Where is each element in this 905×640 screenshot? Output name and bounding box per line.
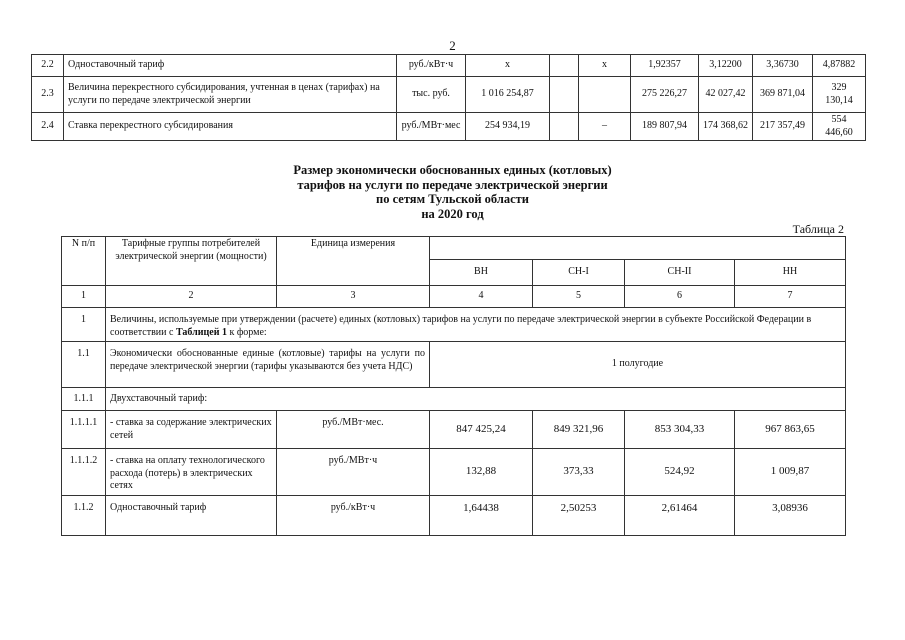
tariff-table bbox=[61, 236, 846, 536]
value-nn: 967 863,65 bbox=[735, 411, 846, 449]
row-name: Одноставочный тариф bbox=[106, 496, 277, 536]
value-cell: 275 226,27 bbox=[631, 77, 699, 113]
value-cell: 189 807,94 bbox=[631, 113, 699, 141]
header-groups: Тарифные группы потребителей электрической энергии (мощности) bbox=[106, 237, 277, 286]
row-unit: руб./кВт·ч bbox=[277, 496, 430, 536]
row-number: 2.2 bbox=[32, 55, 64, 77]
value-cell bbox=[550, 77, 579, 113]
period-cell: 1 полугодие bbox=[430, 342, 846, 388]
value-cell: 1 016 254,87 bbox=[466, 77, 550, 113]
value-sn1: 2,50253 bbox=[533, 496, 625, 536]
row-name: Величина перекрестного субсидирования, учтенная в ценах (тарифах) на услуги по передаче электрической энергии bbox=[64, 77, 397, 113]
value-cell: 369 871,04 bbox=[753, 77, 813, 113]
table-row bbox=[32, 77, 866, 113]
section-text: Величины, используемые при утверждении (расчете) единых (котловых) тарифов на услуги по передаче электрической энергии в субъекте Российской Федерации в соответствии с bbox=[110, 314, 812, 338]
row-name: - ставка на оплату технологического расхода (потерь) в электрических сетях bbox=[106, 449, 277, 496]
title-line: на 2020 год bbox=[421, 206, 484, 221]
value-sn1: 849 321,96 bbox=[533, 411, 625, 449]
header-sn2: СН-II bbox=[625, 260, 735, 286]
page-number: 2 bbox=[449, 38, 456, 53]
row-number: 2.3 bbox=[32, 77, 64, 113]
title-line: по сетям Тульской области bbox=[376, 192, 529, 206]
column-number: 7 bbox=[735, 286, 846, 308]
row-unit: руб./МВт·мес. bbox=[277, 411, 430, 449]
table-label: Таблица 2 bbox=[792, 222, 844, 236]
header-unit: Единица измерения bbox=[277, 237, 430, 286]
title-line: Размер экономически обоснованных единых (котловых) bbox=[293, 163, 612, 177]
row-number: 1.1.1.2 bbox=[62, 449, 106, 496]
row-number: 1.1.1 bbox=[62, 388, 106, 411]
row-number: 1.1.1.1 bbox=[62, 411, 106, 449]
value-cell: 554 446,60 bbox=[813, 113, 866, 141]
row-name: Экономически обоснованные единые (котловые) тарифы на услуги по передаче электрической энергии (тарифы указываются без учета НДС) bbox=[106, 342, 430, 388]
header-nn: НН bbox=[735, 260, 846, 286]
document-title bbox=[0, 163, 905, 221]
header-row bbox=[62, 237, 846, 260]
section-reference: Таблицей 1 bbox=[175, 326, 227, 338]
row-unit: руб./МВт·мес bbox=[397, 113, 466, 141]
value-cell: 42 027,42 bbox=[699, 77, 753, 113]
value-cell: 329 130,14 bbox=[813, 77, 866, 113]
row-name: - ставка за содержание электрических сетей bbox=[106, 411, 277, 449]
row-number: 1.1.2 bbox=[62, 496, 106, 536]
value-cell: 217 357,49 bbox=[753, 113, 813, 141]
value-cell: х bbox=[579, 55, 631, 77]
value-vn: 847 425,24 bbox=[430, 411, 533, 449]
column-number: 2 bbox=[106, 286, 277, 308]
column-number: 4 bbox=[430, 286, 533, 308]
row-name: Ставка перекрестного субсидирования bbox=[64, 113, 397, 141]
value-cell: х bbox=[466, 55, 550, 77]
table-row bbox=[62, 388, 846, 411]
value-sn1: 373,33 bbox=[533, 449, 625, 496]
value-cell: 254 934,19 bbox=[466, 113, 550, 141]
table-row bbox=[32, 55, 866, 77]
value-vn: 132,88 bbox=[430, 449, 533, 496]
value-vn: 1,64438 bbox=[430, 496, 533, 536]
value-cell: – bbox=[579, 113, 631, 141]
value-cell bbox=[550, 55, 579, 77]
row-number: 1 bbox=[62, 308, 106, 342]
section-text-end: к форме: bbox=[226, 326, 267, 338]
header-num: N п/п bbox=[62, 237, 106, 286]
column-number: 6 bbox=[625, 286, 735, 308]
table-row bbox=[32, 113, 866, 141]
value-sn2: 524,92 bbox=[625, 449, 735, 496]
row-number: 2.4 bbox=[32, 113, 64, 141]
continuation-table bbox=[31, 54, 866, 141]
column-numbers-row bbox=[62, 286, 846, 308]
column-number: 1 bbox=[62, 286, 106, 308]
value-nn: 1 009,87 bbox=[735, 449, 846, 496]
table-row bbox=[62, 449, 846, 496]
value-sn2: 853 304,33 bbox=[625, 411, 735, 449]
value-cell: 174 368,62 bbox=[699, 113, 753, 141]
row-number: 1.1 bbox=[62, 342, 106, 388]
value-cell: 1,92357 bbox=[631, 55, 699, 77]
row-unit: тыс. руб. bbox=[397, 77, 466, 113]
section-description bbox=[106, 308, 846, 342]
column-number: 5 bbox=[533, 286, 625, 308]
value-cell bbox=[550, 113, 579, 141]
table-row bbox=[62, 496, 846, 536]
value-cell bbox=[579, 77, 631, 113]
column-number: 3 bbox=[277, 286, 430, 308]
header-sn1: СН-I bbox=[533, 260, 625, 286]
row-unit: руб./кВт·ч bbox=[397, 55, 466, 77]
row-name: Одноставочный тариф bbox=[64, 55, 397, 77]
value-cell: 3,36730 bbox=[753, 55, 813, 77]
value-nn: 3,08936 bbox=[735, 496, 846, 536]
title-line: тарифов на услуги по передаче электрической энергии bbox=[297, 177, 608, 192]
header-voltage-group bbox=[430, 237, 846, 260]
row-unit: руб./МВт·ч bbox=[277, 449, 430, 496]
value-cell: 4,87882 bbox=[813, 55, 866, 77]
header-vn: ВН bbox=[430, 260, 533, 286]
table-row bbox=[62, 411, 846, 449]
value-cell: 3,12200 bbox=[699, 55, 753, 77]
table-row bbox=[62, 342, 846, 388]
value-sn2: 2,61464 bbox=[625, 496, 735, 536]
table-row bbox=[62, 308, 846, 342]
row-name: Двухставочный тариф: bbox=[106, 388, 846, 411]
